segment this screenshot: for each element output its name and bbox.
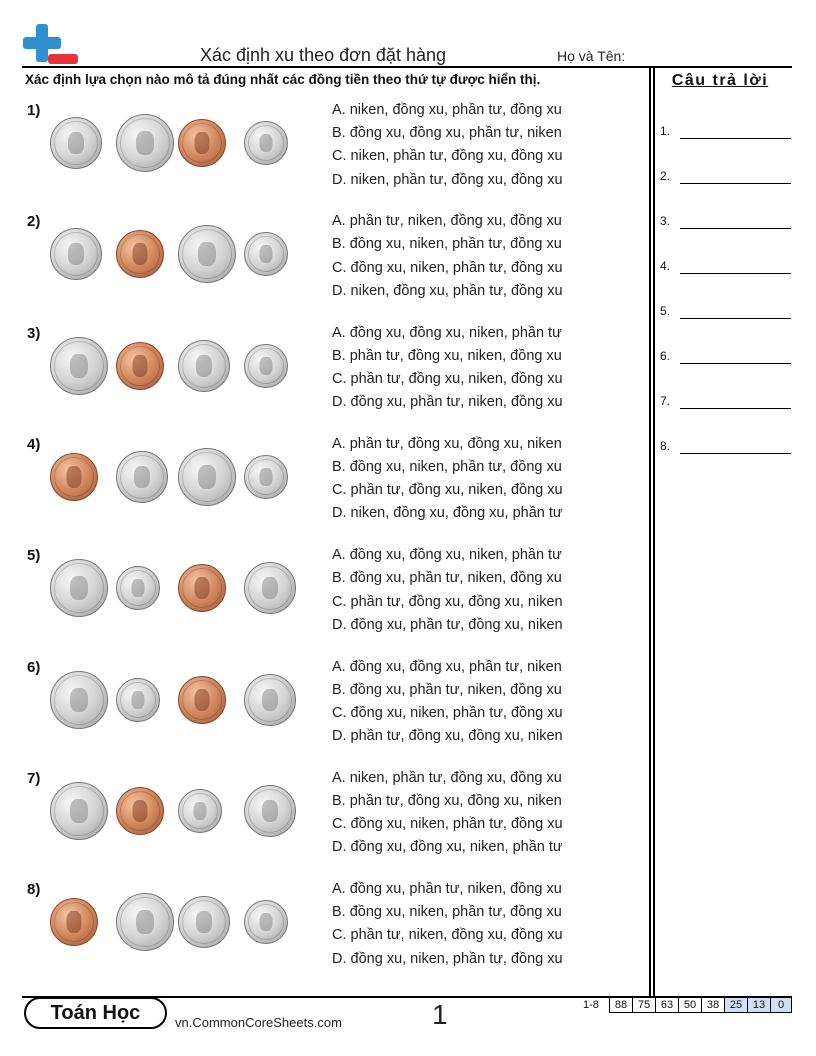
option-d: D. niken, đồng xu, đồng xu, phần tư bbox=[332, 505, 563, 522]
answer-number: 5. bbox=[660, 304, 671, 318]
answer-row bbox=[660, 304, 792, 320]
answer-row bbox=[660, 259, 792, 275]
option-b: B. đồng xu, phần tư, niken, đồng xu bbox=[332, 681, 562, 698]
option-d: D. phần tư, đồng xu, đồng xu, niken bbox=[332, 728, 563, 745]
brand-badge: Toán Học bbox=[24, 997, 167, 1029]
answer-number: 8. bbox=[660, 439, 671, 453]
score-cell: 63 bbox=[655, 997, 679, 1013]
option-d: D. đồng xu, niken, phần tư, đồng xu bbox=[332, 950, 563, 967]
answer-row bbox=[660, 349, 792, 365]
quarter-coin-icon bbox=[50, 337, 108, 395]
quarter-coin-icon bbox=[178, 448, 236, 506]
score-cell: 13 bbox=[747, 997, 771, 1013]
option-a: A. phần tư, niken, đồng xu, đồng xu bbox=[332, 213, 562, 230]
option-c: C. phần tư, đồng xu, niken, đồng xu bbox=[332, 370, 563, 387]
option-b: B. đồng xu, niken, phần tư, đồng xu bbox=[332, 904, 562, 921]
question-number: 8) bbox=[27, 881, 41, 899]
answer-options bbox=[332, 325, 563, 418]
option-c: C. đồng xu, niken, phần tư, đồng xu bbox=[332, 704, 563, 721]
question-number: 5) bbox=[27, 547, 41, 565]
dime-coin-icon bbox=[244, 344, 288, 388]
option-b: B. đồng xu, niken, phần tư, đồng xu bbox=[332, 236, 562, 253]
plus-minus-logo-icon bbox=[22, 22, 80, 68]
answer-column-divider-inner bbox=[653, 67, 655, 997]
option-d: D. đồng xu, đồng xu, niken, phần tư bbox=[332, 839, 563, 856]
option-b: B. đồng xu, phần tư, niken, đồng xu bbox=[332, 570, 562, 587]
dime-coin-icon bbox=[244, 900, 288, 944]
penny-coin-icon bbox=[50, 898, 98, 946]
question-7 bbox=[25, 770, 585, 870]
dime-coin-icon bbox=[244, 121, 288, 165]
question-number: 6) bbox=[27, 658, 41, 676]
nickel-coin-icon bbox=[244, 562, 296, 614]
question-8 bbox=[25, 881, 585, 981]
answer-blank-line[interactable] bbox=[680, 408, 791, 409]
answer-number: 4. bbox=[660, 259, 671, 273]
option-c: C. đồng xu, niken, phần tư, đồng xu bbox=[332, 816, 563, 833]
option-a: A. đồng xu, đồng xu, phần tư, niken bbox=[332, 658, 562, 675]
nickel-coin-icon bbox=[244, 674, 296, 726]
dime-coin-icon bbox=[116, 566, 160, 610]
answer-row bbox=[660, 394, 792, 410]
option-b: B. phần tư, đồng xu, niken, đồng xu bbox=[332, 347, 562, 364]
coin-row bbox=[50, 772, 310, 842]
option-d: D. đồng xu, phần tư, niken, đồng xu bbox=[332, 394, 563, 411]
answer-number: 6. bbox=[660, 349, 671, 363]
score-cell: 50 bbox=[678, 997, 702, 1013]
option-d: D. niken, đồng xu, phần tư, đồng xu bbox=[332, 282, 563, 299]
question-4 bbox=[25, 436, 585, 536]
coin-row bbox=[50, 661, 310, 731]
answer-options bbox=[332, 659, 563, 752]
option-c: C. phần tư, đồng xu, đồng xu, niken bbox=[332, 593, 563, 610]
coin-row bbox=[50, 438, 310, 508]
score-cell: 0 bbox=[770, 997, 792, 1013]
score-range-label: 1-8 bbox=[583, 999, 599, 1011]
name-label: Họ và Tên: bbox=[557, 48, 626, 64]
score-cell: 75 bbox=[632, 997, 656, 1013]
answer-blank-line[interactable] bbox=[680, 273, 791, 274]
penny-coin-icon bbox=[178, 119, 226, 167]
quarter-coin-icon bbox=[50, 559, 108, 617]
option-d: D. niken, phần tư, đồng xu, đồng xu bbox=[332, 171, 563, 188]
option-b: B. đồng xu, đồng xu, phần tư, niken bbox=[332, 125, 562, 142]
answer-number: 1. bbox=[660, 124, 671, 138]
question-number: 7) bbox=[27, 769, 41, 787]
answer-blank-line[interactable] bbox=[680, 228, 791, 229]
answer-blank-line[interactable] bbox=[680, 453, 791, 454]
answer-blank-line[interactable] bbox=[680, 183, 791, 184]
option-b: B. phần tư, đồng xu, đồng xu, niken bbox=[332, 792, 562, 809]
coin-row bbox=[50, 883, 310, 953]
site-url: vn.CommonCoreSheets.com bbox=[175, 1015, 342, 1030]
option-c: C. phần tư, niken, đồng xu, đồng xu bbox=[332, 927, 563, 944]
option-a: A. đồng xu, phần tư, niken, đồng xu bbox=[332, 881, 562, 898]
option-d: D. đồng xu, phần tư, đồng xu, niken bbox=[332, 616, 563, 633]
penny-coin-icon bbox=[116, 787, 164, 835]
coin-row bbox=[50, 104, 310, 174]
penny-coin-icon bbox=[178, 676, 226, 724]
score-cell: 25 bbox=[724, 997, 748, 1013]
question-6 bbox=[25, 659, 585, 759]
answer-number: 3. bbox=[660, 214, 671, 228]
top-divider bbox=[22, 66, 792, 68]
nickel-coin-icon bbox=[178, 340, 230, 392]
coin-row bbox=[50, 549, 310, 619]
nickel-coin-icon bbox=[50, 117, 102, 169]
score-cell: 88 bbox=[609, 997, 633, 1013]
quarter-coin-icon bbox=[178, 225, 236, 283]
answer-row bbox=[660, 124, 792, 140]
dime-coin-icon bbox=[178, 789, 222, 833]
option-a: A. đồng xu, đồng xu, niken, phần tư bbox=[332, 324, 562, 341]
answer-row bbox=[660, 214, 792, 230]
answer-options bbox=[332, 213, 563, 306]
answer-row bbox=[660, 439, 792, 455]
answer-number: 7. bbox=[660, 394, 671, 408]
penny-coin-icon bbox=[178, 564, 226, 612]
quarter-coin-icon bbox=[50, 671, 108, 729]
question-number: 3) bbox=[27, 324, 41, 342]
question-3 bbox=[25, 325, 585, 425]
nickel-coin-icon bbox=[50, 228, 102, 280]
option-a: A. đồng xu, đồng xu, niken, phần tư bbox=[332, 547, 562, 564]
dime-coin-icon bbox=[244, 455, 288, 499]
answer-blank-line[interactable] bbox=[680, 318, 791, 319]
option-b: B. đồng xu, niken, phần tư, đồng xu bbox=[332, 459, 562, 476]
question-5 bbox=[25, 547, 585, 647]
coin-row bbox=[50, 327, 310, 397]
answer-row bbox=[660, 169, 792, 185]
penny-coin-icon bbox=[116, 230, 164, 278]
answer-options bbox=[332, 436, 563, 529]
question-number: 1) bbox=[27, 102, 41, 119]
instructions: Xác định lựa chọn nào mô tả đúng nhất các đồng tiền theo thứ tự được hiển thị. bbox=[25, 72, 541, 87]
answer-number: 2. bbox=[660, 169, 671, 183]
answer-options bbox=[332, 881, 563, 974]
coin-row bbox=[50, 215, 310, 285]
nickel-coin-icon bbox=[178, 896, 230, 948]
answer-blank-line[interactable] bbox=[680, 138, 791, 139]
dime-coin-icon bbox=[244, 232, 288, 276]
option-a: A. niken, đồng xu, phần tư, đồng xu bbox=[332, 102, 562, 118]
option-a: A. phần tư, đồng xu, đồng xu, niken bbox=[332, 435, 562, 452]
penny-coin-icon bbox=[50, 453, 98, 501]
answer-blank-line[interactable] bbox=[680, 363, 791, 364]
nickel-coin-icon bbox=[116, 451, 168, 503]
nickel-coin-icon bbox=[244, 785, 296, 837]
penny-coin-icon bbox=[116, 342, 164, 390]
option-c: C. niken, phần tư, đồng xu, đồng xu bbox=[332, 148, 563, 165]
page-number: 1 bbox=[432, 999, 448, 1030]
score-cell: 38 bbox=[701, 997, 725, 1013]
answer-options bbox=[332, 547, 563, 640]
answer-options bbox=[332, 102, 563, 195]
option-c: C. đồng xu, niken, phần tư, đồng xu bbox=[332, 259, 563, 276]
quarter-coin-icon bbox=[116, 893, 174, 951]
dime-coin-icon bbox=[116, 678, 160, 722]
answer-options bbox=[332, 770, 563, 863]
question-number: 4) bbox=[27, 435, 41, 453]
question-number: 2) bbox=[27, 213, 41, 231]
quarter-coin-icon bbox=[116, 114, 174, 172]
question-2 bbox=[25, 213, 585, 313]
page-title: Xác định xu theo đơn đặt hàng bbox=[200, 45, 446, 65]
quarter-coin-icon bbox=[50, 782, 108, 840]
question-1 bbox=[25, 102, 585, 202]
option-a: A. niken, phần tư, đồng xu, đồng xu bbox=[332, 769, 562, 786]
option-c: C. phần tư, đồng xu, niken, đồng xu bbox=[332, 482, 563, 499]
answer-column-divider bbox=[649, 67, 651, 997]
answer-panel-title: Câu trả lời bbox=[671, 72, 769, 89]
